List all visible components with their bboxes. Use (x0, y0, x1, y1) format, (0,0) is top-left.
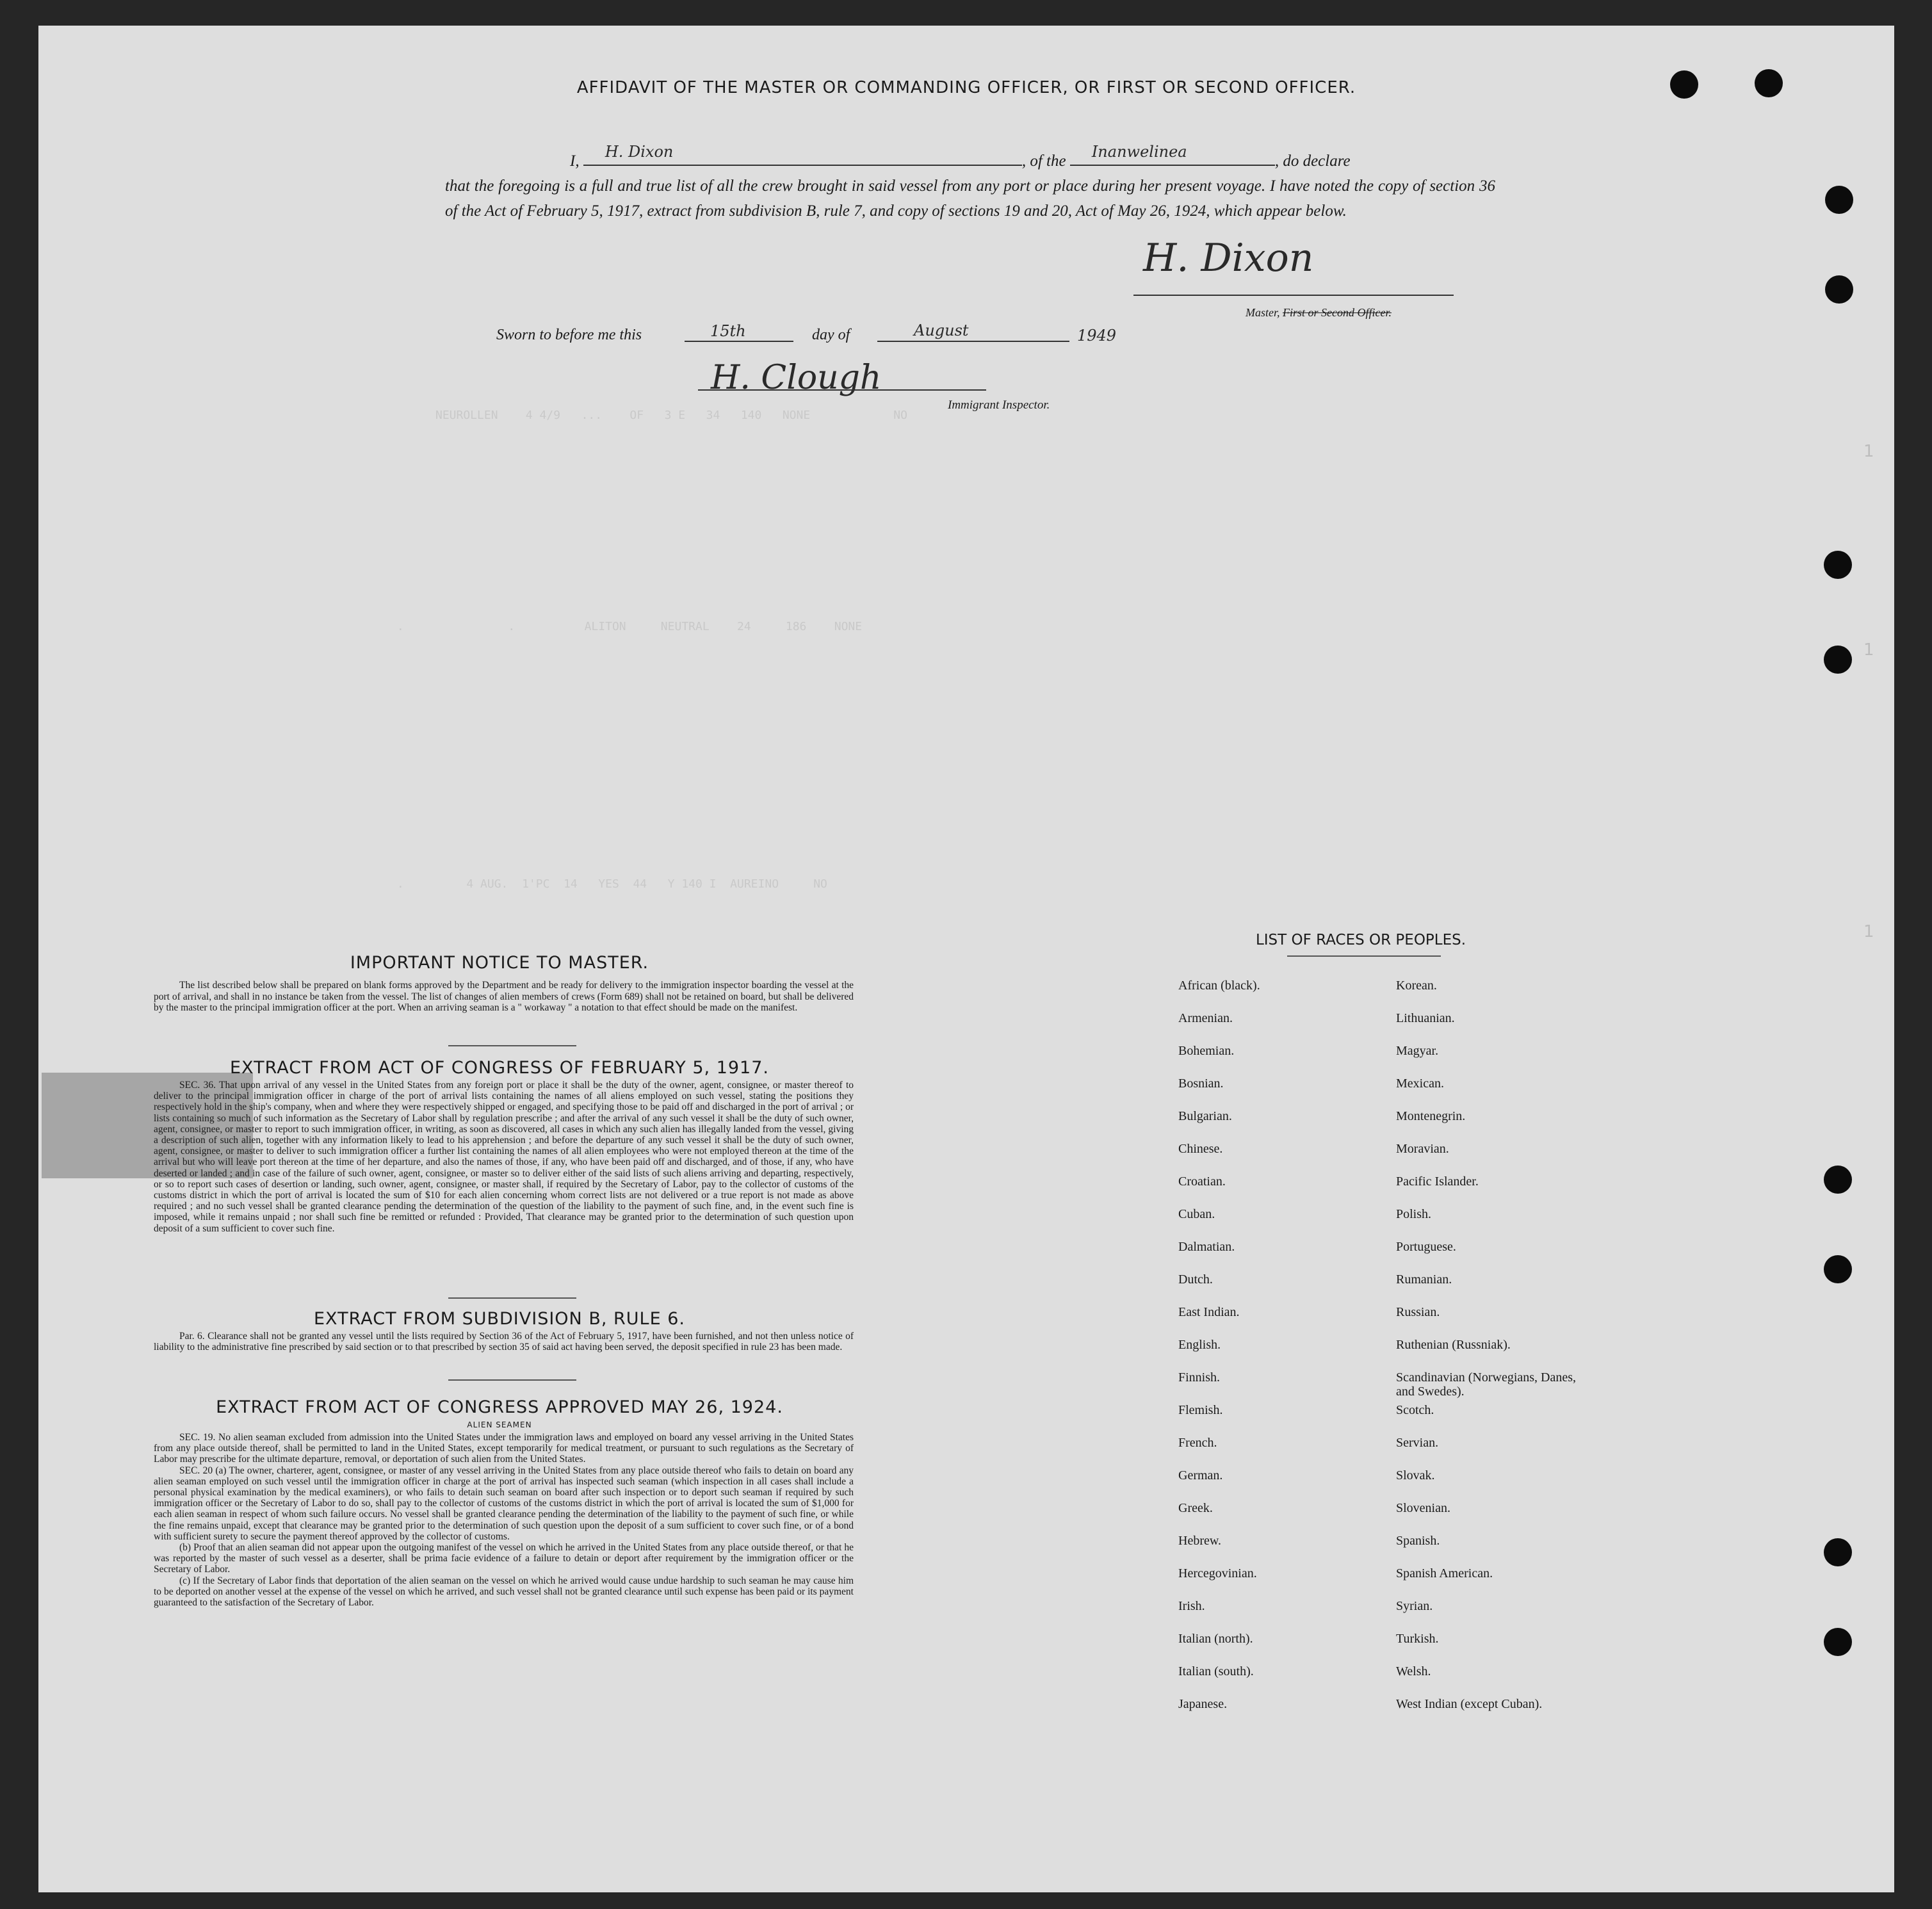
punch-hole (1825, 186, 1853, 214)
race-item: Spanish American. (1396, 1566, 1493, 1580)
punch-hole (1824, 551, 1852, 579)
race-item: German. (1178, 1468, 1223, 1483)
affidavit-i: I, (570, 152, 580, 170)
race-item: Montenegrin. (1396, 1109, 1466, 1123)
race-item: Bohemian. (1178, 1044, 1235, 1058)
bleed-through-number: 1 (1863, 442, 1874, 461)
race-item: Bosnian. (1178, 1076, 1224, 1091)
inspector-signature-line (698, 389, 986, 391)
race-item: Mexican. (1396, 1076, 1444, 1091)
bleed-through-number: 1 (1863, 922, 1874, 941)
race-item: Italian (south). (1178, 1664, 1254, 1678)
vessel-name-field (1070, 143, 1275, 166)
race-item: Turkish. (1396, 1632, 1439, 1646)
bleed-through-text: . . ALITON NEUTRAL 24 186 NONE (397, 620, 863, 633)
race-item: Scotch. (1396, 1403, 1434, 1417)
sworn-month-line (877, 341, 1069, 342)
section-divider (448, 1297, 576, 1299)
master-caption (1246, 306, 1392, 320)
punch-hole (1824, 1628, 1852, 1656)
race-item: Armenian. (1178, 1011, 1233, 1025)
race-item: Pacific Islander. (1396, 1174, 1479, 1189)
races-column-1 (1178, 979, 1396, 1730)
bleed-through-text: . 4 AUG. 1'PC 14 YES 44 Y 140 I AUREINO NO (397, 877, 827, 891)
extract-1917-title: EXTRACT FROM ACT OF CONGRESS OF FEBRUARY 5, 1917. (230, 1058, 769, 1078)
notice-title: IMPORTANT NOTICE TO MASTER. (350, 953, 649, 973)
struck-officer-label: First or Second Officer. (1283, 306, 1392, 319)
punch-hole (1824, 1538, 1852, 1566)
extract-1924-paragraph: (b) Proof that an alien seaman did not appear upon the outgoing manifest of the vessel on which he arrived in the United States from any place outside thereof, or that he was reported by the master of such vessel as a deserter, shall be prima facie evidence of a failure to detain or deport after requirement by the immigration officer or the Secretary of Labor. (154, 1542, 854, 1575)
day-of-text: day of (812, 327, 850, 343)
sworn-year: 1949 (1077, 327, 1117, 345)
notice-text: The list described below shall be prepared on blank forms approved by the Department and be ready for delivery to the immigration inspector boarding the vessel at the port of arrival, and shall in no instance be taken from the vessel. The list of changes of alien members of crews (Form 689) shall not be retained on board, but shall be delivered by the master to the principal immigration officer at the port. When an arriving seaman is a " workaway " a notation to that effect should be made on the manifest. (154, 980, 854, 1013)
punch-hole (1824, 1166, 1852, 1194)
race-item: Welsh. (1396, 1664, 1431, 1678)
race-item: English. (1178, 1338, 1221, 1352)
race-item: Scandinavian (Norwegians, Danes, and Swedes). (1396, 1370, 1577, 1399)
alien-seamen-heading: ALIEN SEAMEN (467, 1420, 532, 1429)
punch-hole (1824, 646, 1852, 674)
race-item: Dutch. (1178, 1272, 1213, 1287)
race-item: Rumanian. (1396, 1272, 1452, 1287)
race-item: Ruthenian (Russniak). (1396, 1338, 1511, 1352)
punch-hole (1825, 275, 1853, 304)
sworn-text: Sworn to before me this (496, 327, 642, 343)
race-item: Hebrew. (1178, 1534, 1222, 1548)
extract-1924-text (154, 1432, 854, 1608)
race-item: Finnish. (1178, 1370, 1221, 1385)
race-item: Russian. (1396, 1305, 1440, 1319)
extract-1924-title: EXTRACT FROM ACT OF CONGRESS APPROVED MAY 26, 1924. (216, 1397, 783, 1417)
inspector-signature: H. Clough (711, 359, 882, 397)
sworn-day-line (685, 341, 793, 342)
affidavit-title: AFFIDAVIT OF THE MASTER OR COMMANDING OFFICER, OR FIRST OR SECOND OFFICER. (576, 78, 1356, 97)
master-label: Master, (1246, 306, 1280, 319)
extract-1924-paragraph: SEC. 20 (a) The owner, charterer, agent, consignee, or master of any vessel arriving in the United States from any place outside thereof who fails to detain on board any alien seaman employed on such vessel until the immigration officer in charge at the port of arrival has inspected such seaman (which inspection in all cases shall include a personal physical examination by the medical examiners), or who fails to detain such seaman on board after such inspection or to deport such seaman if required by such immigration officer or the Secretary of Labor to do so, shall pay to the collector of customs of the customs district in which the port of arrival is located the sum of $1,000 for each alien seaman in respect of whom such failure occurs. No vessel shall be granted clearance pending the determination of the liability to the payment of such fine, or while the fine remains unpaid, except that clearance may be granted prior to the determination of such question upon the deposit of a sum sufficient to cover such fine, or of a bond with sufficient surety to secure the payment thereof approved by the collector of customs. (154, 1465, 854, 1542)
race-item: Slovenian. (1396, 1501, 1450, 1515)
races-title-rule (1287, 955, 1441, 957)
race-item: East Indian. (1178, 1305, 1240, 1319)
affidavit-declaration (445, 143, 1495, 223)
sworn-month: August (914, 321, 969, 339)
bleed-through-number: 1 (1863, 640, 1874, 660)
race-item: Flemish. (1178, 1403, 1223, 1417)
races-list-title: LIST OF RACES OR PEOPLES. (1255, 932, 1466, 948)
master-name-field (583, 143, 1022, 166)
race-item: French. (1178, 1436, 1217, 1450)
race-item: Japanese. (1178, 1697, 1228, 1711)
race-item: Croatian. (1178, 1174, 1226, 1189)
race-item: Bulgarian. (1178, 1109, 1232, 1123)
section-divider (448, 1379, 576, 1381)
extract-1924-paragraph: (c) If the Secretary of Labor finds that deportation of the alien seaman on the vessel on which he arrived would cause undue hardship to such seaman he may cause him to be deported on another vessel at the expense of the vessel on which he arrived, and such vessel shall not be granted clearance until such expense has been paid or its payment guaranteed to the satisfaction of the Secretary of Labor. (154, 1575, 854, 1609)
extract-rule6-text: Par. 6. Clearance shall not be granted any vessel until the lists required by Section 36 of the Act of February 5, 1917, have been furnished, and not then unless notice of liability to the administrative fine prescribed by said section or to that prescribed by section 35 of said act having been served, the deposit specified in rule 23 has been made. (154, 1331, 854, 1353)
race-item: Korean. (1396, 979, 1437, 993)
master-signature-line (1133, 295, 1454, 296)
race-item: Irish. (1178, 1599, 1205, 1613)
sworn-day: 15th (710, 322, 746, 340)
extract-1917-text: SEC. 36. That upon arrival of any vessel in the United States from any foreign port or place it shall be the duty of the owner, agent, consignee, or master thereof to deliver to the principal immigration officer in charge of the port of arrival lists containing the names of all aliens employed on such vessel, stating the positions they respectively hold in the ship's company, when and where they were respectively shipped or engaged, and specifying those to be paid off and discharged in the port of arrival ; or lists containing so much of such information as the Secretary of Labor shall by regulation prescribe ; and after the arrival of any such vessel it shall be the duty of such owner, agent, consignee, or master to report to such immigration officer, in writing, as soon as discovered, all cases in which any such alien has illegally landed from the vessel, giving a description of such alien, together with any information likely to lead to his apprehension ; and before the departure of any such vessel it shall be the duty of such owner, agent, consignee, or master to deliver to such immigration officer a further list containing the names of all alien employees who were not employed thereon at the time of the arrival but who will leave port thereon at the time of her departure, and also the names of those, if any, who have been paid off and discharged, and of those, if any, who have deserted or landed ; and in case of the failure of such owner, agent, consignee, or master so to deliver either of the said lists of such aliens arriving and departing, respectively, or so to report such cases of desertion or landing, such owner, agent, consignee, or master shall, if required by the Secretary of Labor, pay to the collector of customs of the customs district in which the port of arrival is located the sum of $10 for each alien concerning whom correct lists are not delivered or a true report is not made as above required ; and no such vessel shall be granted clearance pending the determination of the question of the liability to the payment of such fine, and, in the event such fine is imposed, while it remains unpaid ; nor shall such fine be remitted or refunded : Provided, That clearance may be granted prior to the determination of such question upon deposit of a sum sufficient to cover such fine. (154, 1080, 854, 1234)
race-item: Slovak. (1396, 1468, 1435, 1483)
bleed-through-text: NEUROLLEN 4 4/9 ... OF 3 E 34 140 NONE NO (435, 409, 907, 422)
races-column-2 (1396, 979, 1652, 1730)
race-item: African (black). (1178, 979, 1260, 993)
extract-1924-paragraph: SEC. 19. No alien seaman excluded from admission into the United States under the immigration laws and employed on board any vessel arriving in the United States from any place outside thereof, shall be permitted to land in the United States, except temporarily for medical treatment, or pursuant to such regulations as the Secretary of Labor may prescribe for the ultimate departure, removal, or deportation of such alien from the United States. (154, 1432, 854, 1465)
section-divider (448, 1045, 576, 1046)
document-page (38, 26, 1894, 1892)
race-item: Magyar. (1396, 1044, 1439, 1058)
master-signature: H. Dixon (1143, 236, 1314, 280)
affidavit-of-the: , of the (1021, 152, 1066, 170)
race-item: West Indian (except Cuban). (1396, 1697, 1543, 1711)
race-item: Syrian. (1396, 1599, 1433, 1613)
race-item: Cuban. (1178, 1207, 1215, 1221)
master-name: H. Dixon (605, 143, 674, 161)
affidavit-declare: , do declare (1274, 152, 1351, 170)
affidavit-body: that the foregoing is a full and true list of all the crew brought in said vessel from any port or place during her present voyage. I have noted the copy of section 36 of the Act of February 5, 1917, extract from subdivision B, rule 7, and copy of sections 19 and 20, Act of May 26, 1924, which appear below. (445, 177, 1495, 220)
punch-hole (1824, 1255, 1852, 1283)
vessel-name: Inanwelinea (1091, 143, 1187, 161)
race-item: Hercegovinian. (1178, 1566, 1257, 1580)
race-item: Portuguese. (1396, 1240, 1456, 1254)
race-item: Lithuanian. (1396, 1011, 1455, 1025)
race-item: Chinese. (1178, 1142, 1223, 1156)
race-item: Greek. (1178, 1501, 1213, 1515)
race-item: Servian. (1396, 1436, 1439, 1450)
race-item: Polish. (1396, 1207, 1432, 1221)
extract-rule6-title: EXTRACT FROM SUBDIVISION B, RULE 6. (314, 1309, 685, 1329)
race-item: Spanish. (1396, 1534, 1440, 1548)
race-item: Dalmatian. (1178, 1240, 1235, 1254)
race-item: Moravian. (1396, 1142, 1449, 1156)
race-item: Italian (north). (1178, 1632, 1253, 1646)
inspector-caption: Immigrant Inspector. (948, 398, 1050, 412)
